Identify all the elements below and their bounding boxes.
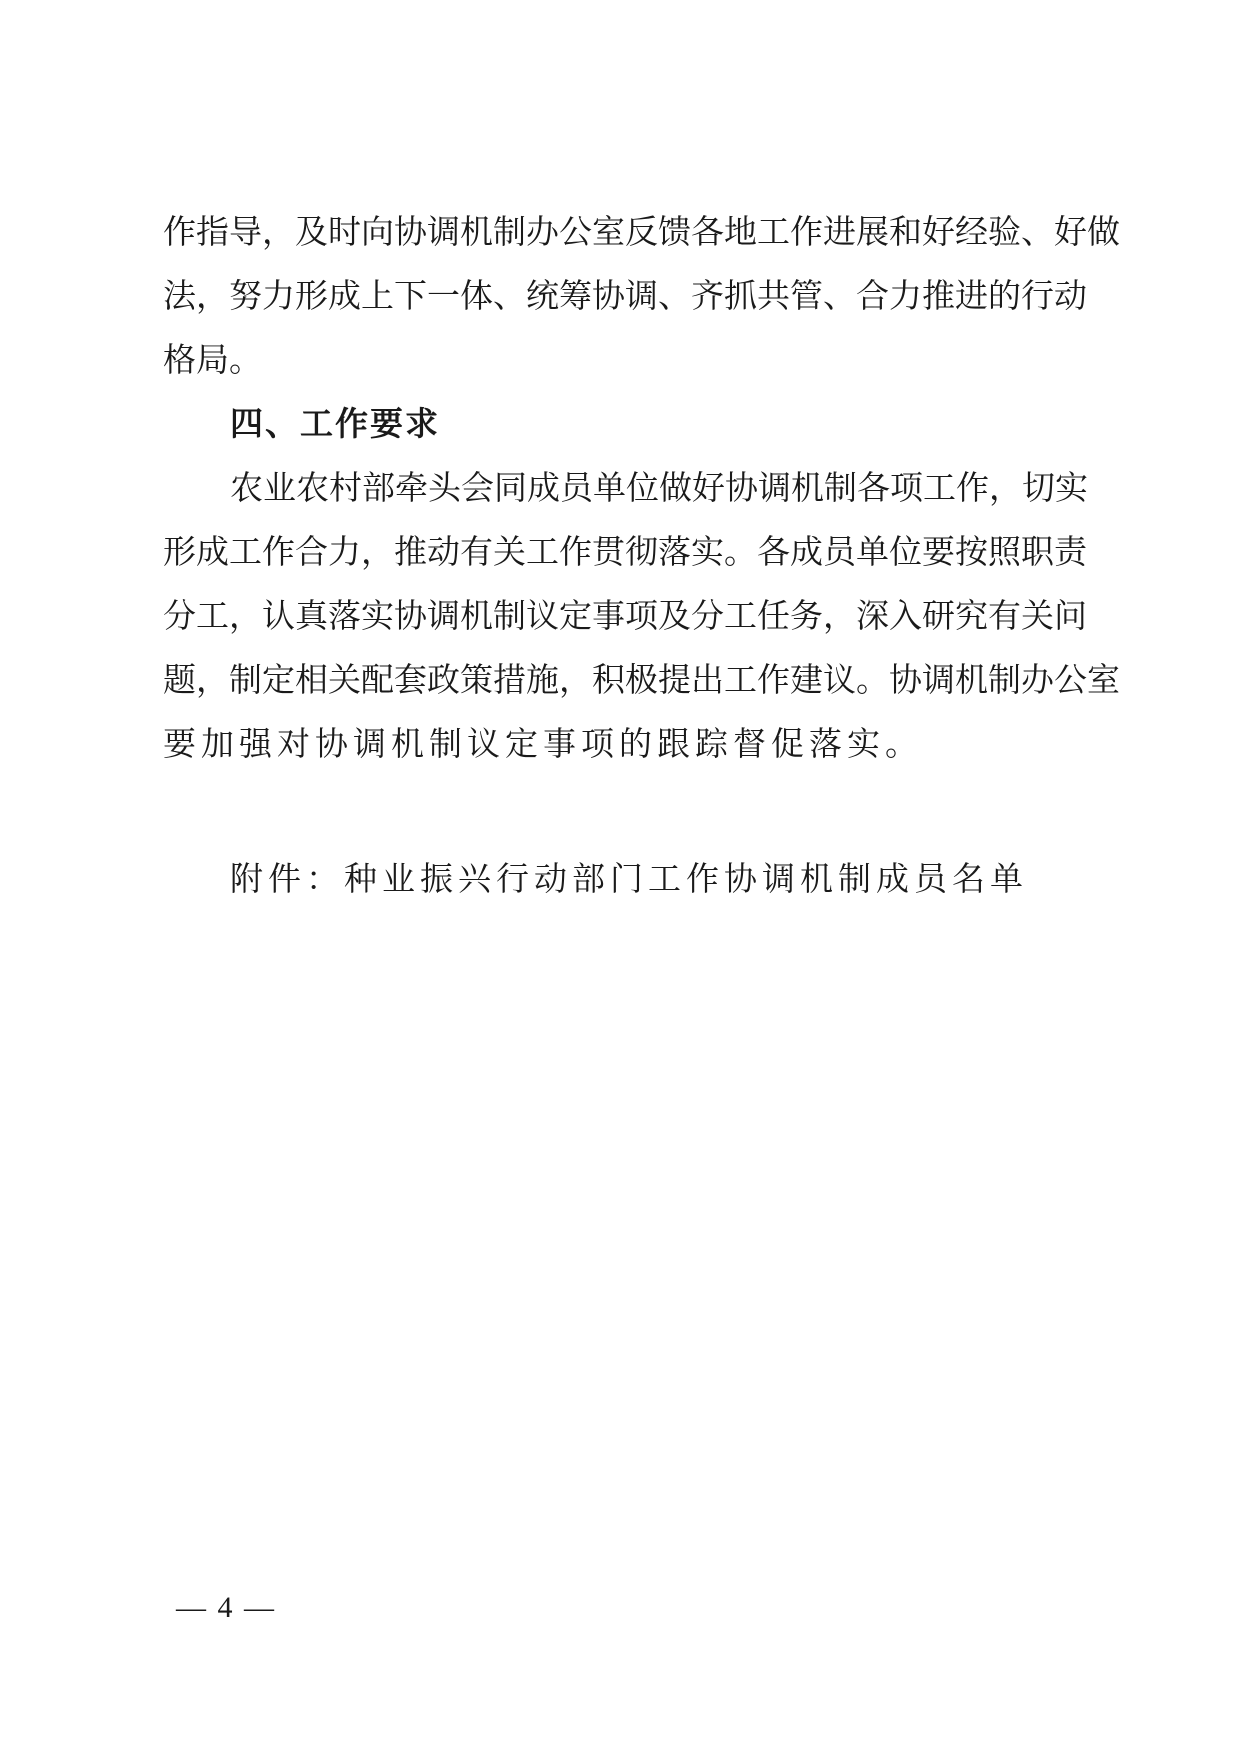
- attachment-line: 附件：种业振兴行动部门工作协调机制成员名单: [230, 859, 1028, 898]
- paragraph-line: 农业农村部牵头会同成员单位做好协调机制各项工作，切实: [230, 468, 1088, 507]
- section-heading: 四、工作要求: [230, 404, 440, 443]
- paragraph-line: 分工，认真落实协调机制议定事项及分工任务，深入研究有关问: [163, 596, 1087, 635]
- page-number: — 4 —: [176, 1591, 276, 1624]
- paragraph-line: 形成工作合力，推动有关工作贯彻落实。各成员单位要按照职责: [163, 532, 1087, 571]
- paragraph-line: 题，制定相关配套政策措施，积极提出工作建议。协调机制办公室: [163, 660, 1120, 699]
- paragraph-line: 作指导，及时向协调机制办公室反馈各地工作进展和好经验、好做: [163, 212, 1120, 251]
- paragraph-line: 法，努力形成上下一体、统筹协调、齐抓共管、合力推进的行动: [163, 276, 1087, 315]
- paragraph-line: 要加强对协调机制议定事项的跟踪督促落实。: [163, 724, 923, 763]
- paragraph-line: 格局。: [163, 340, 262, 379]
